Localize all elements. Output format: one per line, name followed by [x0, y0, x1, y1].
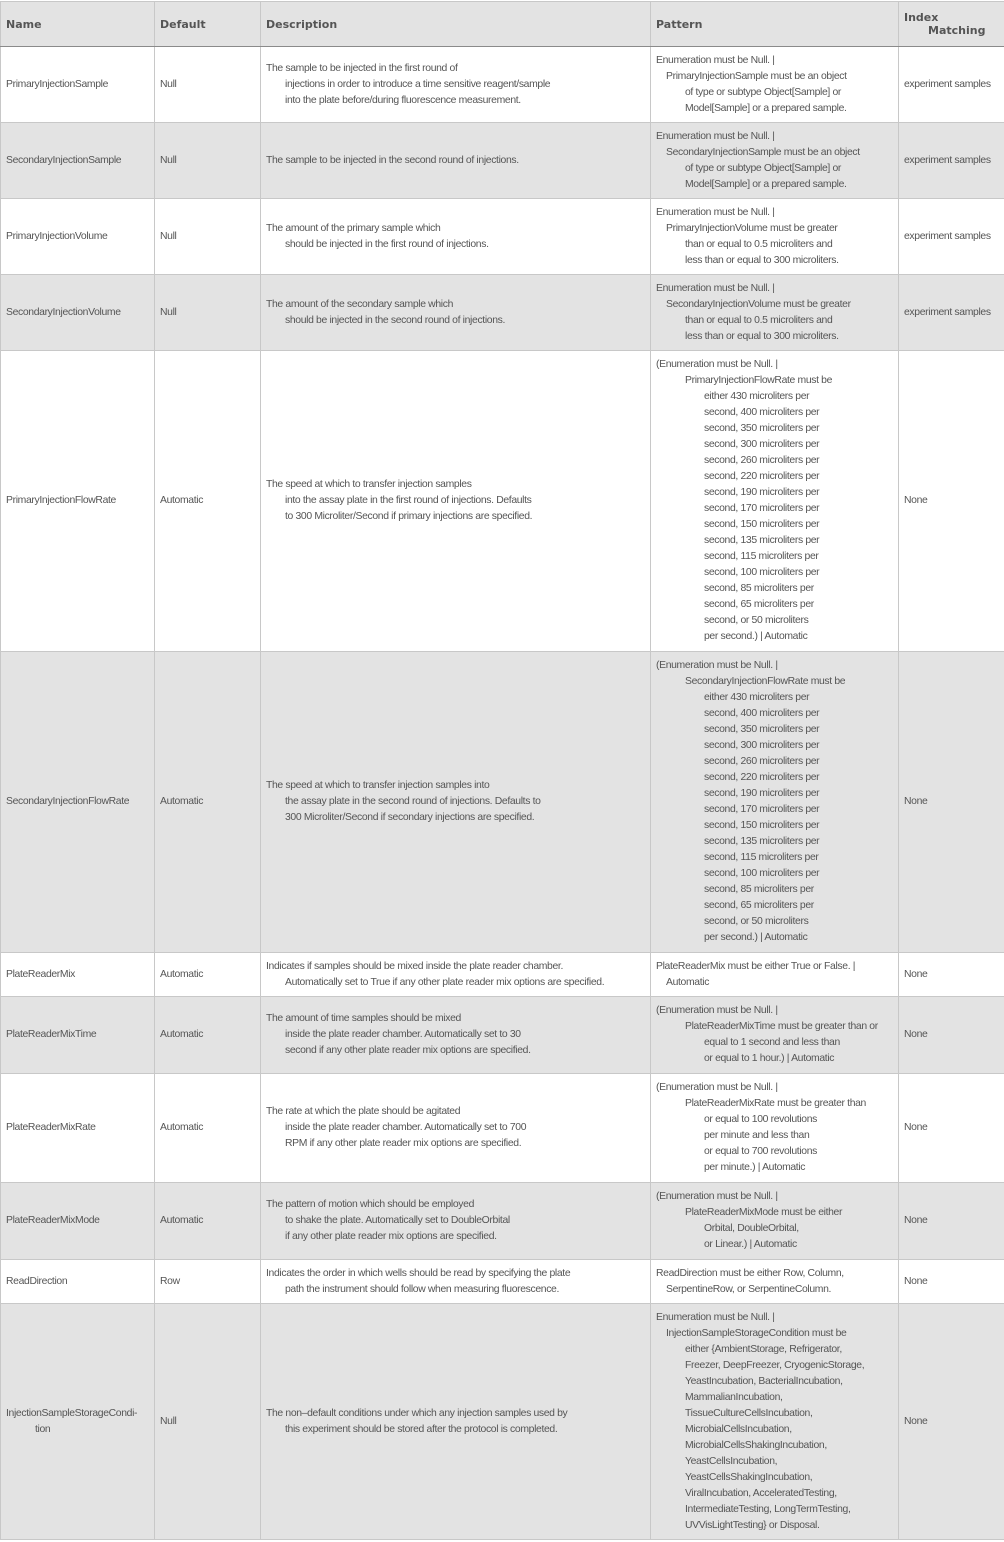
description-line: The non–default conditions under which any injection samples used by: [266, 1407, 568, 1419]
pattern-line: (Enumeration must be Null. |: [656, 1005, 778, 1016]
description-line: The speed at which to transfer injection samples: [266, 479, 472, 490]
cell-default: Automatic: [155, 1074, 261, 1183]
cell-pattern: [651, 351, 899, 652]
name-line: InjectionSampleStorageCondi-: [6, 1407, 138, 1419]
cell-description: [261, 275, 651, 351]
cell-index-matching: experiment samples: [899, 275, 1004, 351]
description-line: into the plate before/during fluorescence measurement.: [285, 94, 521, 106]
pattern-line: equal to 1 second and less than: [704, 1037, 840, 1048]
description-line: The amount of the primary sample which: [266, 222, 441, 234]
cell-index-matching: experiment samples: [899, 123, 1004, 199]
cell-default: Null: [155, 199, 261, 275]
pattern-line: second, 65 microliters per: [704, 599, 814, 610]
cell-default: Automatic: [155, 1183, 261, 1260]
pattern-line: MicrobialCellsShakingIncubation,: [685, 1439, 827, 1451]
cell-name: [1, 997, 155, 1074]
pattern-line: second, 350 microliters per: [704, 724, 820, 735]
pattern-line: or equal to 700 revolutions: [704, 1146, 818, 1157]
pattern-line: ReadDirection must be either Row, Column,: [656, 1267, 844, 1279]
table-row: [1, 199, 1004, 275]
pattern-line: SecondaryInjectionFlowRate must be: [685, 676, 846, 687]
pattern-line: (Enumeration must be Null. |: [656, 359, 778, 370]
pattern-line: Enumeration must be Null. |: [656, 282, 775, 294]
cell-description: [261, 1260, 651, 1304]
cell-name: [1, 275, 155, 351]
description-line: 300 Microliter/Second if secondary injections are specified.: [285, 812, 535, 823]
header-pattern: Pattern: [651, 2, 899, 47]
cell-name: [1, 1074, 155, 1183]
cell-default: Null: [155, 47, 261, 123]
pattern-line: PlateReaderMixRate must be greater than: [685, 1098, 866, 1109]
cell-pattern: [651, 1074, 899, 1183]
pattern-line: YeastIncubation, BacterialIncubation,: [685, 1375, 843, 1387]
cell-pattern: [651, 275, 899, 351]
pattern-line: second, 150 microliters per: [704, 519, 820, 530]
name-line: PrimaryInjectionFlowRate: [6, 495, 116, 506]
pattern-line: second, 170 microliters per: [704, 804, 820, 815]
cell-pattern: [651, 953, 899, 997]
description-line: The sample to be injected in the second round of injections.: [266, 154, 519, 166]
options-table: [0, 1, 1004, 1540]
name-line: SecondaryInjectionFlowRate: [6, 796, 130, 807]
pattern-line: either {AmbientStorage, Refrigerator,: [685, 1343, 842, 1355]
pattern-line: less than or equal to 300 microliters.: [685, 254, 839, 266]
pattern-line: second, 260 microliters per: [704, 455, 820, 466]
pattern-line: Model[Sample] or a prepared sample.: [685, 102, 847, 114]
description-line: to 300 Microliter/Second if primary injections are specified.: [285, 511, 533, 522]
description-line: path the instrument should follow when measuring fluorescence.: [285, 1283, 560, 1295]
cell-index-matching: None: [899, 1074, 1004, 1183]
description-line: The pattern of motion which should be employed: [266, 1199, 475, 1210]
description-line: Indicates if samples should be mixed inside the plate reader chamber.: [266, 960, 563, 972]
pattern-line: per second.) | Automatic: [704, 932, 808, 943]
pattern-line: second, 65 microliters per: [704, 900, 814, 911]
cell-index-matching: None: [899, 997, 1004, 1074]
cell-description: [261, 953, 651, 997]
description-line: second if any other plate reader mix options are specified.: [285, 1045, 531, 1056]
pattern-line: PlateReaderMixTime must be greater than or: [685, 1021, 878, 1032]
cell-default: Row: [155, 1260, 261, 1304]
table-row: [1, 275, 1004, 351]
cell-index-matching: None: [899, 1183, 1004, 1260]
header-name: Name: [1, 2, 155, 47]
pattern-line: Enumeration must be Null. |: [656, 206, 775, 218]
description-line: to shake the plate. Automatically set to DoubleOrbital: [285, 1215, 510, 1226]
cell-pattern: [651, 1260, 899, 1304]
pattern-line: second, 135 microliters per: [704, 836, 820, 847]
description-line: should be injected in the second round of injections.: [285, 314, 506, 326]
pattern-line: either 430 microliters per: [704, 391, 810, 402]
pattern-line: second, 260 microliters per: [704, 756, 820, 767]
pattern-line: PlateReaderMix must be either True or False. |: [656, 960, 856, 972]
description-line: injections in order to introduce a time sensitive reagent/sample: [285, 78, 551, 90]
description-line: this experiment should be stored after the protocol is completed.: [285, 1423, 558, 1435]
table-row: [1, 351, 1004, 652]
description-line: the assay plate in the second round of injections. Defaults to: [285, 796, 541, 807]
description-line: The speed at which to transfer injection samples into: [266, 780, 490, 791]
pattern-line: second, 190 microliters per: [704, 788, 820, 799]
table-row: [1, 953, 1004, 997]
pattern-line: PrimaryInjectionSample must be an object: [666, 70, 847, 82]
pattern-line: second, 350 microliters per: [704, 423, 820, 434]
table-row: [1, 997, 1004, 1074]
pattern-line: per minute.) | Automatic: [704, 1162, 806, 1173]
cell-default: Automatic: [155, 652, 261, 953]
pattern-line: than or equal to 0.5 microliters and: [685, 314, 833, 326]
name-line: PlateReaderMixRate: [6, 1122, 96, 1133]
cell-default: Automatic: [155, 953, 261, 997]
table-row: [1, 1304, 1004, 1540]
cell-description: [261, 47, 651, 123]
name-line: PrimaryInjectionVolume: [6, 230, 108, 242]
cell-name: [1, 351, 155, 652]
cell-name: [1, 1183, 155, 1260]
table-row: [1, 1074, 1004, 1183]
cell-default: Null: [155, 1304, 261, 1540]
pattern-line: TissueCultureCellsIncubation,: [685, 1407, 813, 1419]
pattern-line: second, 115 microliters per: [704, 852, 819, 863]
pattern-line: second, or 50 microliters: [704, 615, 809, 626]
cell-description: [261, 123, 651, 199]
pattern-line: (Enumeration must be Null. |: [656, 660, 778, 671]
table-row: [1, 1183, 1004, 1260]
pattern-line: second, 100 microliters per: [704, 567, 820, 578]
cell-index-matching: None: [899, 1260, 1004, 1304]
pattern-line: second, 150 microliters per: [704, 820, 820, 831]
header-index-matching: [899, 2, 1004, 47]
cell-pattern: [651, 199, 899, 275]
description-line: should be injected in the first round of injections.: [285, 238, 489, 250]
name-line: PlateReaderMixTime: [6, 1029, 97, 1040]
pattern-line: or equal to 100 revolutions: [704, 1114, 818, 1125]
pattern-line: UVVisLightTesting} or Disposal.: [685, 1519, 820, 1531]
pattern-line: second, 115 microliters per: [704, 551, 819, 562]
name-line: SecondaryInjectionSample: [6, 154, 122, 166]
cell-description: [261, 1074, 651, 1183]
pattern-line: per minute and less than: [704, 1130, 810, 1141]
cell-name: [1, 1304, 155, 1540]
pattern-line: (Enumeration must be Null. |: [656, 1082, 778, 1093]
cell-description: [261, 652, 651, 953]
cell-index-matching: None: [899, 1304, 1004, 1540]
table-row: [1, 1260, 1004, 1304]
cell-name: [1, 199, 155, 275]
pattern-line: Orbital, DoubleOrbital,: [704, 1223, 799, 1234]
pattern-line: second, 85 microliters per: [704, 583, 814, 594]
description-line: if any other plate reader mix options are specified.: [285, 1231, 497, 1242]
pattern-line: SecondaryInjectionVolume must be greater: [666, 298, 851, 310]
cell-name: [1, 953, 155, 997]
description-line: into the assay plate in the first round of injections. Defaults: [285, 495, 532, 506]
pattern-line: of type or subtype Object[Sample] or: [685, 86, 842, 98]
pattern-line: second, 190 microliters per: [704, 487, 820, 498]
pattern-line: than or equal to 0.5 microliters and: [685, 238, 833, 250]
table-row: [1, 652, 1004, 953]
description-line: The amount of the secondary sample which: [266, 298, 453, 310]
table-row: [1, 47, 1004, 123]
name-line: PrimaryInjectionSample: [6, 78, 109, 90]
cell-default: Null: [155, 275, 261, 351]
cell-name: [1, 123, 155, 199]
cell-description: [261, 199, 651, 275]
pattern-line: ViralIncubation, AcceleratedTesting,: [685, 1487, 837, 1499]
table-row: [1, 123, 1004, 199]
pattern-line: or equal to 1 hour.) | Automatic: [704, 1053, 835, 1064]
pattern-line: SerpentineRow, or SerpentineColumn.: [666, 1283, 832, 1295]
pattern-line: MammalianIncubation,: [685, 1391, 783, 1403]
name-line: tion: [35, 1423, 51, 1435]
cell-description: [261, 351, 651, 652]
cell-pattern: [651, 652, 899, 953]
pattern-line: second, 400 microliters per: [704, 407, 820, 418]
name-line: PlateReaderMixMode: [6, 1215, 100, 1226]
pattern-line: Automatic: [666, 976, 710, 988]
pattern-line: PrimaryInjectionFlowRate must be: [685, 375, 833, 386]
cell-default: Automatic: [155, 351, 261, 652]
pattern-line: Enumeration must be Null. |: [656, 1311, 775, 1323]
cell-index-matching: experiment samples: [899, 47, 1004, 123]
pattern-line: Model[Sample] or a prepared sample.: [685, 178, 847, 190]
description-line: Automatically set to True if any other plate reader mix options are specified.: [285, 976, 605, 988]
name-line: PlateReaderMix: [6, 968, 76, 980]
description-line: Indicates the order in which wells should be read by specifying the plate: [266, 1267, 571, 1279]
cell-pattern: [651, 1183, 899, 1260]
pattern-line: either 430 microliters per: [704, 692, 810, 703]
pattern-line: second, 300 microliters per: [704, 740, 820, 751]
header-row: [1, 2, 1004, 47]
description-line: The sample to be injected in the first round of: [266, 62, 458, 74]
cell-description: [261, 1183, 651, 1260]
cell-index-matching: None: [899, 351, 1004, 652]
pattern-line: second, 220 microliters per: [704, 471, 820, 482]
cell-name: [1, 47, 155, 123]
pattern-line: YeastCellsShakingIncubation,: [685, 1471, 813, 1483]
pattern-line: PrimaryInjectionVolume must be greater: [666, 222, 838, 234]
cell-pattern: [651, 123, 899, 199]
cell-index-matching: None: [899, 652, 1004, 953]
cell-pattern: [651, 47, 899, 123]
pattern-line: less than or equal to 300 microliters.: [685, 330, 839, 342]
pattern-line: second, 220 microliters per: [704, 772, 820, 783]
cell-name: [1, 652, 155, 953]
pattern-line: Enumeration must be Null. |: [656, 130, 775, 142]
name-line: ReadDirection: [6, 1275, 68, 1287]
pattern-line: second, 85 microliters per: [704, 884, 814, 895]
cell-pattern: [651, 1304, 899, 1540]
header-description: Description: [261, 2, 651, 47]
pattern-line: Freezer, DeepFreezer, CryogenicStorage,: [685, 1359, 865, 1371]
cell-name: [1, 1260, 155, 1304]
pattern-line: second, 100 microliters per: [704, 868, 820, 879]
header-index-matching-line2: Matching: [928, 24, 986, 37]
pattern-line: YeastCellsIncubation,: [685, 1455, 778, 1467]
pattern-line: MicrobialCellsIncubation,: [685, 1423, 792, 1435]
pattern-line: of type or subtype Object[Sample] or: [685, 162, 842, 174]
pattern-line: second, 170 microliters per: [704, 503, 820, 514]
cell-default: Automatic: [155, 997, 261, 1074]
cell-index-matching: None: [899, 953, 1004, 997]
pattern-line: PlateReaderMixMode must be either: [685, 1207, 843, 1218]
pattern-line: IntermediateTesting, LongTermTesting,: [685, 1503, 851, 1515]
pattern-line: InjectionSampleStorageCondition must be: [666, 1327, 847, 1339]
cell-description: [261, 1304, 651, 1540]
pattern-line: (Enumeration must be Null. |: [656, 1191, 778, 1202]
pattern-line: second, 300 microliters per: [704, 439, 820, 450]
cell-default: Null: [155, 123, 261, 199]
cell-index-matching: experiment samples: [899, 199, 1004, 275]
pattern-line: or Linear.) | Automatic: [704, 1239, 797, 1250]
description-line: inside the plate reader chamber. Automatically set to 700: [285, 1122, 527, 1133]
pattern-line: per second.) | Automatic: [704, 631, 808, 642]
pattern-line: second, 400 microliters per: [704, 708, 820, 719]
cell-pattern: [651, 997, 899, 1074]
description-line: RPM if any other plate reader mix options are specified.: [285, 1138, 522, 1149]
pattern-line: Enumeration must be Null. |: [656, 54, 775, 66]
header-default: Default: [155, 2, 261, 47]
description-line: The amount of time samples should be mixed: [266, 1013, 461, 1024]
pattern-line: SecondaryInjectionSample must be an object: [666, 146, 860, 158]
name-line: SecondaryInjectionVolume: [6, 306, 121, 318]
header-index-matching-line1: Index: [904, 11, 939, 24]
description-line: inside the plate reader chamber. Automatically set to 30: [285, 1029, 521, 1040]
pattern-line: second, 135 microliters per: [704, 535, 820, 546]
pattern-line: second, or 50 microliters: [704, 916, 809, 927]
table-body: [1, 47, 1004, 1540]
description-line: The rate at which the plate should be agitated: [266, 1106, 461, 1117]
cell-description: [261, 997, 651, 1074]
